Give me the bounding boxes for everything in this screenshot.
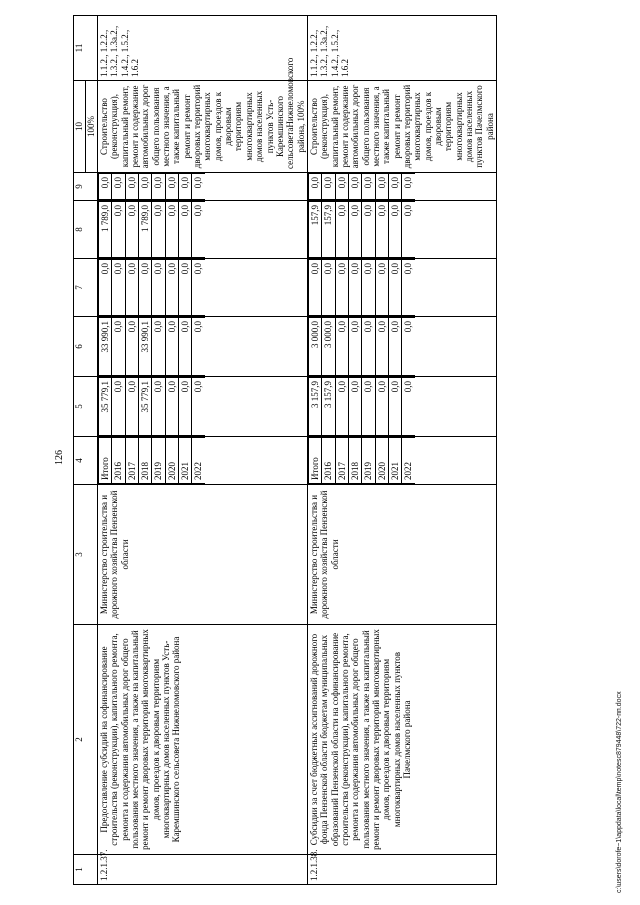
c9-value: 0,0: [402, 174, 415, 200]
measure-name: Предоставление субсидий на софинансирование строительства (реконструкции), капитального ремонта, ремонта и содержания автомобильных дорог общего пользования местного значения, а также на капитальный ремонт и ремонт дворовых территорий многоквартирных домов, проездов к дворовым территориям многоквартирных домов населенных пунктов Усть-Каремшинского сельсовета Нижнеломовского района: [98, 625, 308, 855]
c8-value: 0,0: [179, 202, 192, 258]
c5-value: 0,0: [192, 378, 205, 436]
c8-value: 0,0: [152, 202, 165, 258]
years-value: 2016: [112, 438, 125, 484]
col-header-10: 10: [74, 81, 86, 173]
col-header-4: 4: [74, 437, 98, 485]
c7-cell: [98, 259, 308, 317]
years-value: 2019: [362, 438, 375, 484]
years-value: 2022: [402, 438, 415, 484]
col-header-1: 1: [74, 855, 98, 885]
c8-value: 0,0: [112, 202, 125, 258]
c5-value: 35 779,1: [99, 378, 112, 436]
c9-value: 0,0: [322, 174, 335, 200]
col-header-8: 8: [74, 201, 98, 259]
c6-value: 0,0: [165, 318, 178, 376]
c9-value: 0,0: [348, 174, 361, 200]
years-value: 2018: [348, 438, 361, 484]
expected-result: Строительство (реконструкция), капитальный ремонт, ремонт и содержание автомобильных дорог общего пользования местного значения, а также капитальный ремонт и ремонт дворовых территорий многоквартирных домов, проездов к дворовым территориям многоквартирных домов населенных пунктов Пачелмского района: [307, 81, 496, 173]
c9-value: 0,0: [125, 174, 138, 200]
c9-value: 0,0: [152, 174, 165, 200]
footer-file-path: c:\users\dorofe~1\appdata\local\temp\notesc879448\722-пп.docx: [616, 691, 623, 893]
c6-value: 33 990,1: [139, 318, 152, 376]
c5-value: 0,0: [179, 378, 192, 436]
c5-value: 35 779,1: [139, 378, 152, 436]
c5-cell: [98, 377, 308, 437]
c8-value: 0,0: [348, 202, 361, 258]
c6-value: 0,0: [335, 318, 348, 376]
c8-value: 0,0: [362, 202, 375, 258]
c6-value: 33 990,1: [99, 318, 112, 376]
expected-result: Строительство (реконструкция), капитальный ремонт, ремонт и содержание автомобильных дорог общего пользования местного значения, а также капитальный ремонт и ремонт дворовых территорий многоквартирных домов, проездов к дворовым территориям многоквартирных домов населенных пунктов Усть-Каремшинского сельсоветаНижнеломовского района, 100%: [98, 81, 308, 173]
c7-value: 0,0: [165, 260, 178, 316]
c9-cell: [98, 173, 308, 201]
years-value: 2018: [139, 438, 152, 484]
column-numbers-row: [74, 16, 86, 885]
c8-value: 1 789,0: [99, 202, 112, 258]
c8-cell: [307, 201, 496, 259]
c9-value: 0,0: [112, 174, 125, 200]
c7-value: 0,0: [139, 260, 152, 316]
c6-value: 3 000,0: [322, 318, 335, 376]
c9-value: 0,0: [362, 174, 375, 200]
c6-value: 0,0: [388, 318, 401, 376]
c9-value: 0,0: [179, 174, 192, 200]
c6-cell: [307, 317, 496, 377]
c5-value: 0,0: [362, 378, 375, 436]
c7-value: 0,0: [179, 260, 192, 316]
col-header-11: 11: [74, 16, 98, 81]
c5-value: 0,0: [125, 378, 138, 436]
years-value: 2019: [152, 438, 165, 484]
c9-value: 0,0: [308, 174, 321, 200]
table-row: [98, 16, 308, 885]
c8-value: 0,0: [192, 202, 205, 258]
c5-cell: [307, 377, 496, 437]
c5-value: 3 157,9: [308, 378, 321, 436]
c6-value: 0,0: [192, 318, 205, 376]
indicator-links: 1.1.2., 1.2.2., 1.3.2., 1.3а.2., 1.4.2., 1.5.2., 1.6.2: [307, 16, 496, 81]
c8-value: 157,9: [308, 202, 321, 258]
table-row: [307, 16, 496, 885]
c5-value: 3 157,9: [322, 378, 335, 436]
col-header-2: 2: [74, 625, 98, 855]
c8-value: 1 789,0: [139, 202, 152, 258]
c7-value: 0,0: [152, 260, 165, 316]
c7-value: 0,0: [402, 260, 415, 316]
col-header-10-sub: 100%: [86, 81, 98, 173]
c6-value: 0,0: [179, 318, 192, 376]
years-value: 2017: [335, 438, 348, 484]
years-cell: [307, 437, 496, 485]
c6-value: 0,0: [112, 318, 125, 376]
c7-value: 0,0: [322, 260, 335, 316]
years-value: 2020: [375, 438, 388, 484]
c7-value: 0,0: [375, 260, 388, 316]
c6-value: 0,0: [362, 318, 375, 376]
c9-value: 0,0: [192, 174, 205, 200]
years-value: 2017: [125, 438, 138, 484]
years-value: Итого: [308, 438, 321, 484]
c7-value: 0,0: [192, 260, 205, 316]
c9-value: 0,0: [335, 174, 348, 200]
years-value: 2021: [388, 438, 401, 484]
years-value: 2021: [179, 438, 192, 484]
page-number: 126: [54, 450, 65, 465]
c6-value: 0,0: [152, 318, 165, 376]
years-value: 2020: [165, 438, 178, 484]
c5-value: 0,0: [152, 378, 165, 436]
c6-value: 0,0: [348, 318, 361, 376]
years-cell: [98, 437, 308, 485]
c7-value: 0,0: [362, 260, 375, 316]
c9-value: 0,0: [139, 174, 152, 200]
col-header-7: 7: [74, 259, 98, 317]
years-value: Итого: [99, 438, 112, 484]
c7-value: 0,0: [335, 260, 348, 316]
c7-value: 0,0: [112, 260, 125, 316]
c5-value: 0,0: [348, 378, 361, 436]
c6-value: 0,0: [375, 318, 388, 376]
years-value: 2016: [322, 438, 335, 484]
c5-value: 0,0: [375, 378, 388, 436]
years-value: 2022: [192, 438, 205, 484]
c7-value: 0,0: [99, 260, 112, 316]
c8-value: 0,0: [125, 202, 138, 258]
c8-value: 157,9: [322, 202, 335, 258]
c8-value: 0,0: [335, 202, 348, 258]
c9-value: 0,0: [388, 174, 401, 200]
c8-value: 0,0: [402, 202, 415, 258]
c8-value: 0,0: [388, 202, 401, 258]
c5-value: 0,0: [388, 378, 401, 436]
indicator-links: 1.1.2., 1.2.2., 1.3.2., 1.3а.2., 1.4.2., 1.5.2., 1.6.2: [98, 16, 308, 81]
c7-value: 0,0: [125, 260, 138, 316]
executor: Министерство строительства и дорожного хозяйства Пензенской области: [307, 485, 496, 625]
c6-value: 0,0: [125, 318, 138, 376]
c6-value: 0,0: [402, 318, 415, 376]
c6-value: 3 000,0: [308, 318, 321, 376]
c7-cell: [307, 259, 496, 317]
c6-cell: [98, 317, 308, 377]
c7-value: 0,0: [308, 260, 321, 316]
row-number: 1.2.1.38.: [307, 855, 496, 885]
c9-value: 0,0: [99, 174, 112, 200]
c5-value: 0,0: [165, 378, 178, 436]
c5-value: 0,0: [402, 378, 415, 436]
c8-value: 0,0: [165, 202, 178, 258]
col-header-3: 3: [74, 485, 98, 625]
c7-value: 0,0: [388, 260, 401, 316]
col-header-9: 9: [74, 173, 98, 201]
c5-value: 0,0: [112, 378, 125, 436]
c7-value: 0,0: [348, 260, 361, 316]
c9-cell: [307, 173, 496, 201]
measure-name: Субсидии за счет бюджетных ассигнований дорожного фонда Пензенской области бюджетам муниципальных образований Пензенской области на софинансирование строительства (реконструкции), капитального ремонта, ремонта и содержания автомобильных дорог общего пользования местного значения, а также на капитальный ремонт и ремонт дворовых территорий многоквартирных домов, проездов к дворовым территориям многоквартирных домов населенных пунктов Пачелмского района: [307, 625, 496, 855]
row-number: 1.2.1.37.: [98, 855, 308, 885]
c9-value: 0,0: [375, 174, 388, 200]
executor: Министерство строительства и дорожного хозяйства Пензенской области: [98, 485, 308, 625]
c8-cell: [98, 201, 308, 259]
c5-value: 0,0: [335, 378, 348, 436]
c8-value: 0,0: [375, 202, 388, 258]
program-table: [73, 15, 497, 885]
c9-value: 0,0: [165, 174, 178, 200]
col-header-5: 5: [74, 377, 98, 437]
col-header-6: 6: [74, 317, 98, 377]
